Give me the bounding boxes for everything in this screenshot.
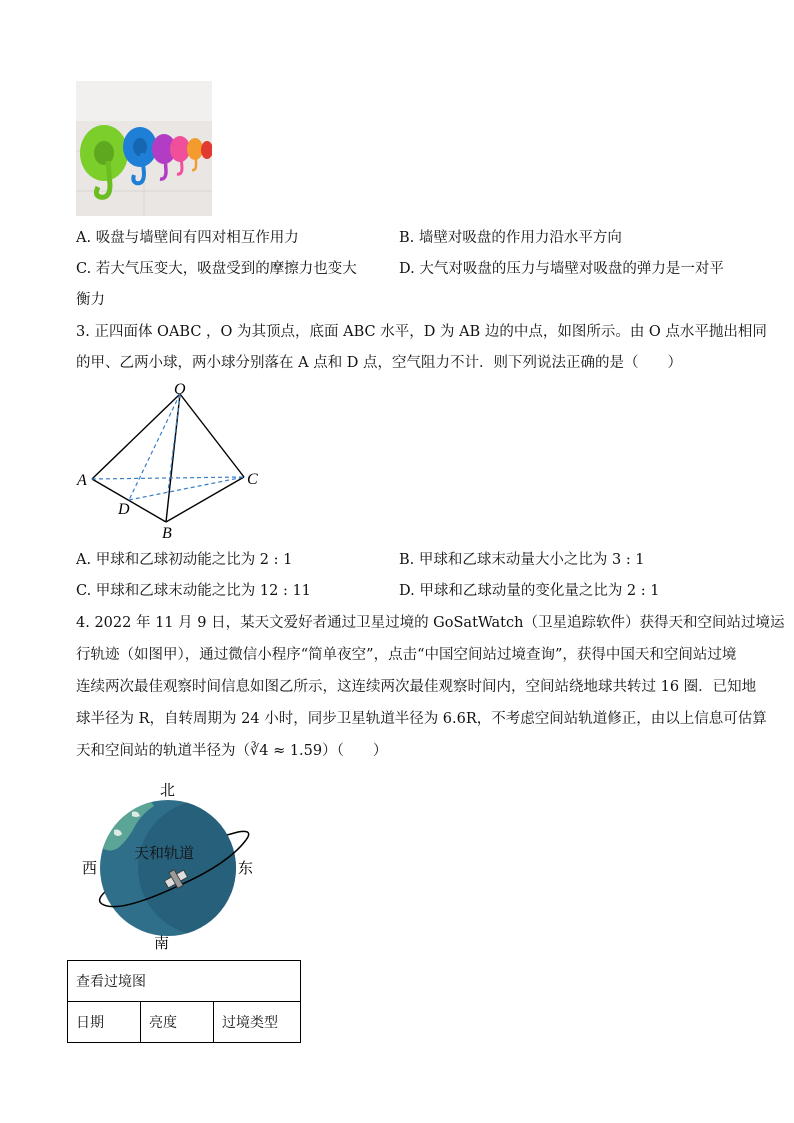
east-label: 东: [238, 859, 254, 877]
q2-option-a[interactable]: A. 吸盘与墙壁间有四对相互作用力: [76, 230, 299, 246]
orbit-label: 天和轨道: [134, 844, 195, 862]
tetrahedron-figure: [74, 380, 274, 542]
label-d: D: [118, 501, 130, 518]
south-label: 南: [154, 934, 170, 952]
q3-option-d[interactable]: D. 甲球和乙球动量的变化量之比为 2 : 1: [399, 583, 660, 599]
table-header-pass-type: 过境类型: [214, 1002, 301, 1043]
q2-option-d[interactable]: D. 大气对吸盘的压力与墙壁对吸盘的弹力是一对平: [399, 261, 724, 277]
edge-ac-dashed: [92, 477, 244, 479]
q3-stem-line-2: 的甲、乙两小球，两小球分别落在 A 点和 D 点，空气阻力不计．则下列说法正确的是（ ）: [76, 355, 683, 371]
label-b: B: [162, 525, 172, 542]
label-a: A: [77, 472, 87, 489]
edge-bc: [166, 477, 244, 522]
line-dc-dashed: [129, 477, 244, 500]
globe-orbit-figure: [78, 776, 268, 954]
table-header-date: 日期: [68, 1002, 141, 1043]
suction-hooks-photo: [76, 81, 212, 216]
q4-stem-line-2: 行轨迹（如图甲），通过微信小程序“简单夜空”，点击“中国空间站过境查询”，获得中国天和空间站过境: [76, 647, 737, 663]
q4-stem-line-3: 连续两次最佳观察时间信息如图乙所示，这连续两次最佳观察时间内，空间站绕地球共转过 16 圈．已知地: [76, 679, 757, 695]
north-label: 北: [160, 781, 176, 799]
q3-stem-line-1: 3. 正四面体 OABC ，O 为其顶点，底面 ABC 水平，D 为 AB 边的中点，如图所示。由 O 点水平抛出相同: [76, 324, 767, 340]
q3-option-a[interactable]: A. 甲球和乙球初动能之比为 2 : 1: [76, 552, 293, 568]
label-c: C: [247, 471, 258, 488]
q2-option-d-continued: 衡力: [76, 292, 105, 308]
q4-stem-line-1: 4. 2022 年 11 月 9 日，某天文爱好者通过卫星过境的 GoSatWatch（卫星追踪软件）获得天和空间站过境运: [76, 615, 785, 631]
edge-ob: [166, 394, 180, 522]
line-od-dashed: [129, 394, 180, 500]
table-title: 查看过境图: [68, 961, 301, 1002]
q2-option-b[interactable]: B. 墙壁对吸盘的作用力沿水平方向: [399, 230, 622, 246]
edge-oa: [92, 394, 180, 479]
q3-option-c[interactable]: C. 甲球和乙球末动能之比为 12 : 11: [76, 583, 311, 599]
label-o: O: [174, 381, 186, 398]
q4-stem-line-5: 天和空间站的轨道半径为（∛4 ≈ 1.59）（ ）: [76, 743, 388, 759]
q4-stem-line-4: 球半径为 R，自转周期为 24 小时，同步卫星轨道半径为 6.6R，不考虑空间站轨道修正，由以上信息可估算: [76, 711, 767, 727]
west-label: 西: [82, 859, 98, 877]
edge-oc: [180, 394, 244, 477]
table-header-brightness: 亮度: [141, 1002, 214, 1043]
q3-option-b[interactable]: B. 甲球和乙球末动量大小之比为 3 : 1: [399, 552, 645, 568]
pass-info-table: [67, 960, 301, 1043]
q2-option-c[interactable]: C. 若大气压变大，吸盘受到的摩擦力也变大: [76, 261, 357, 277]
